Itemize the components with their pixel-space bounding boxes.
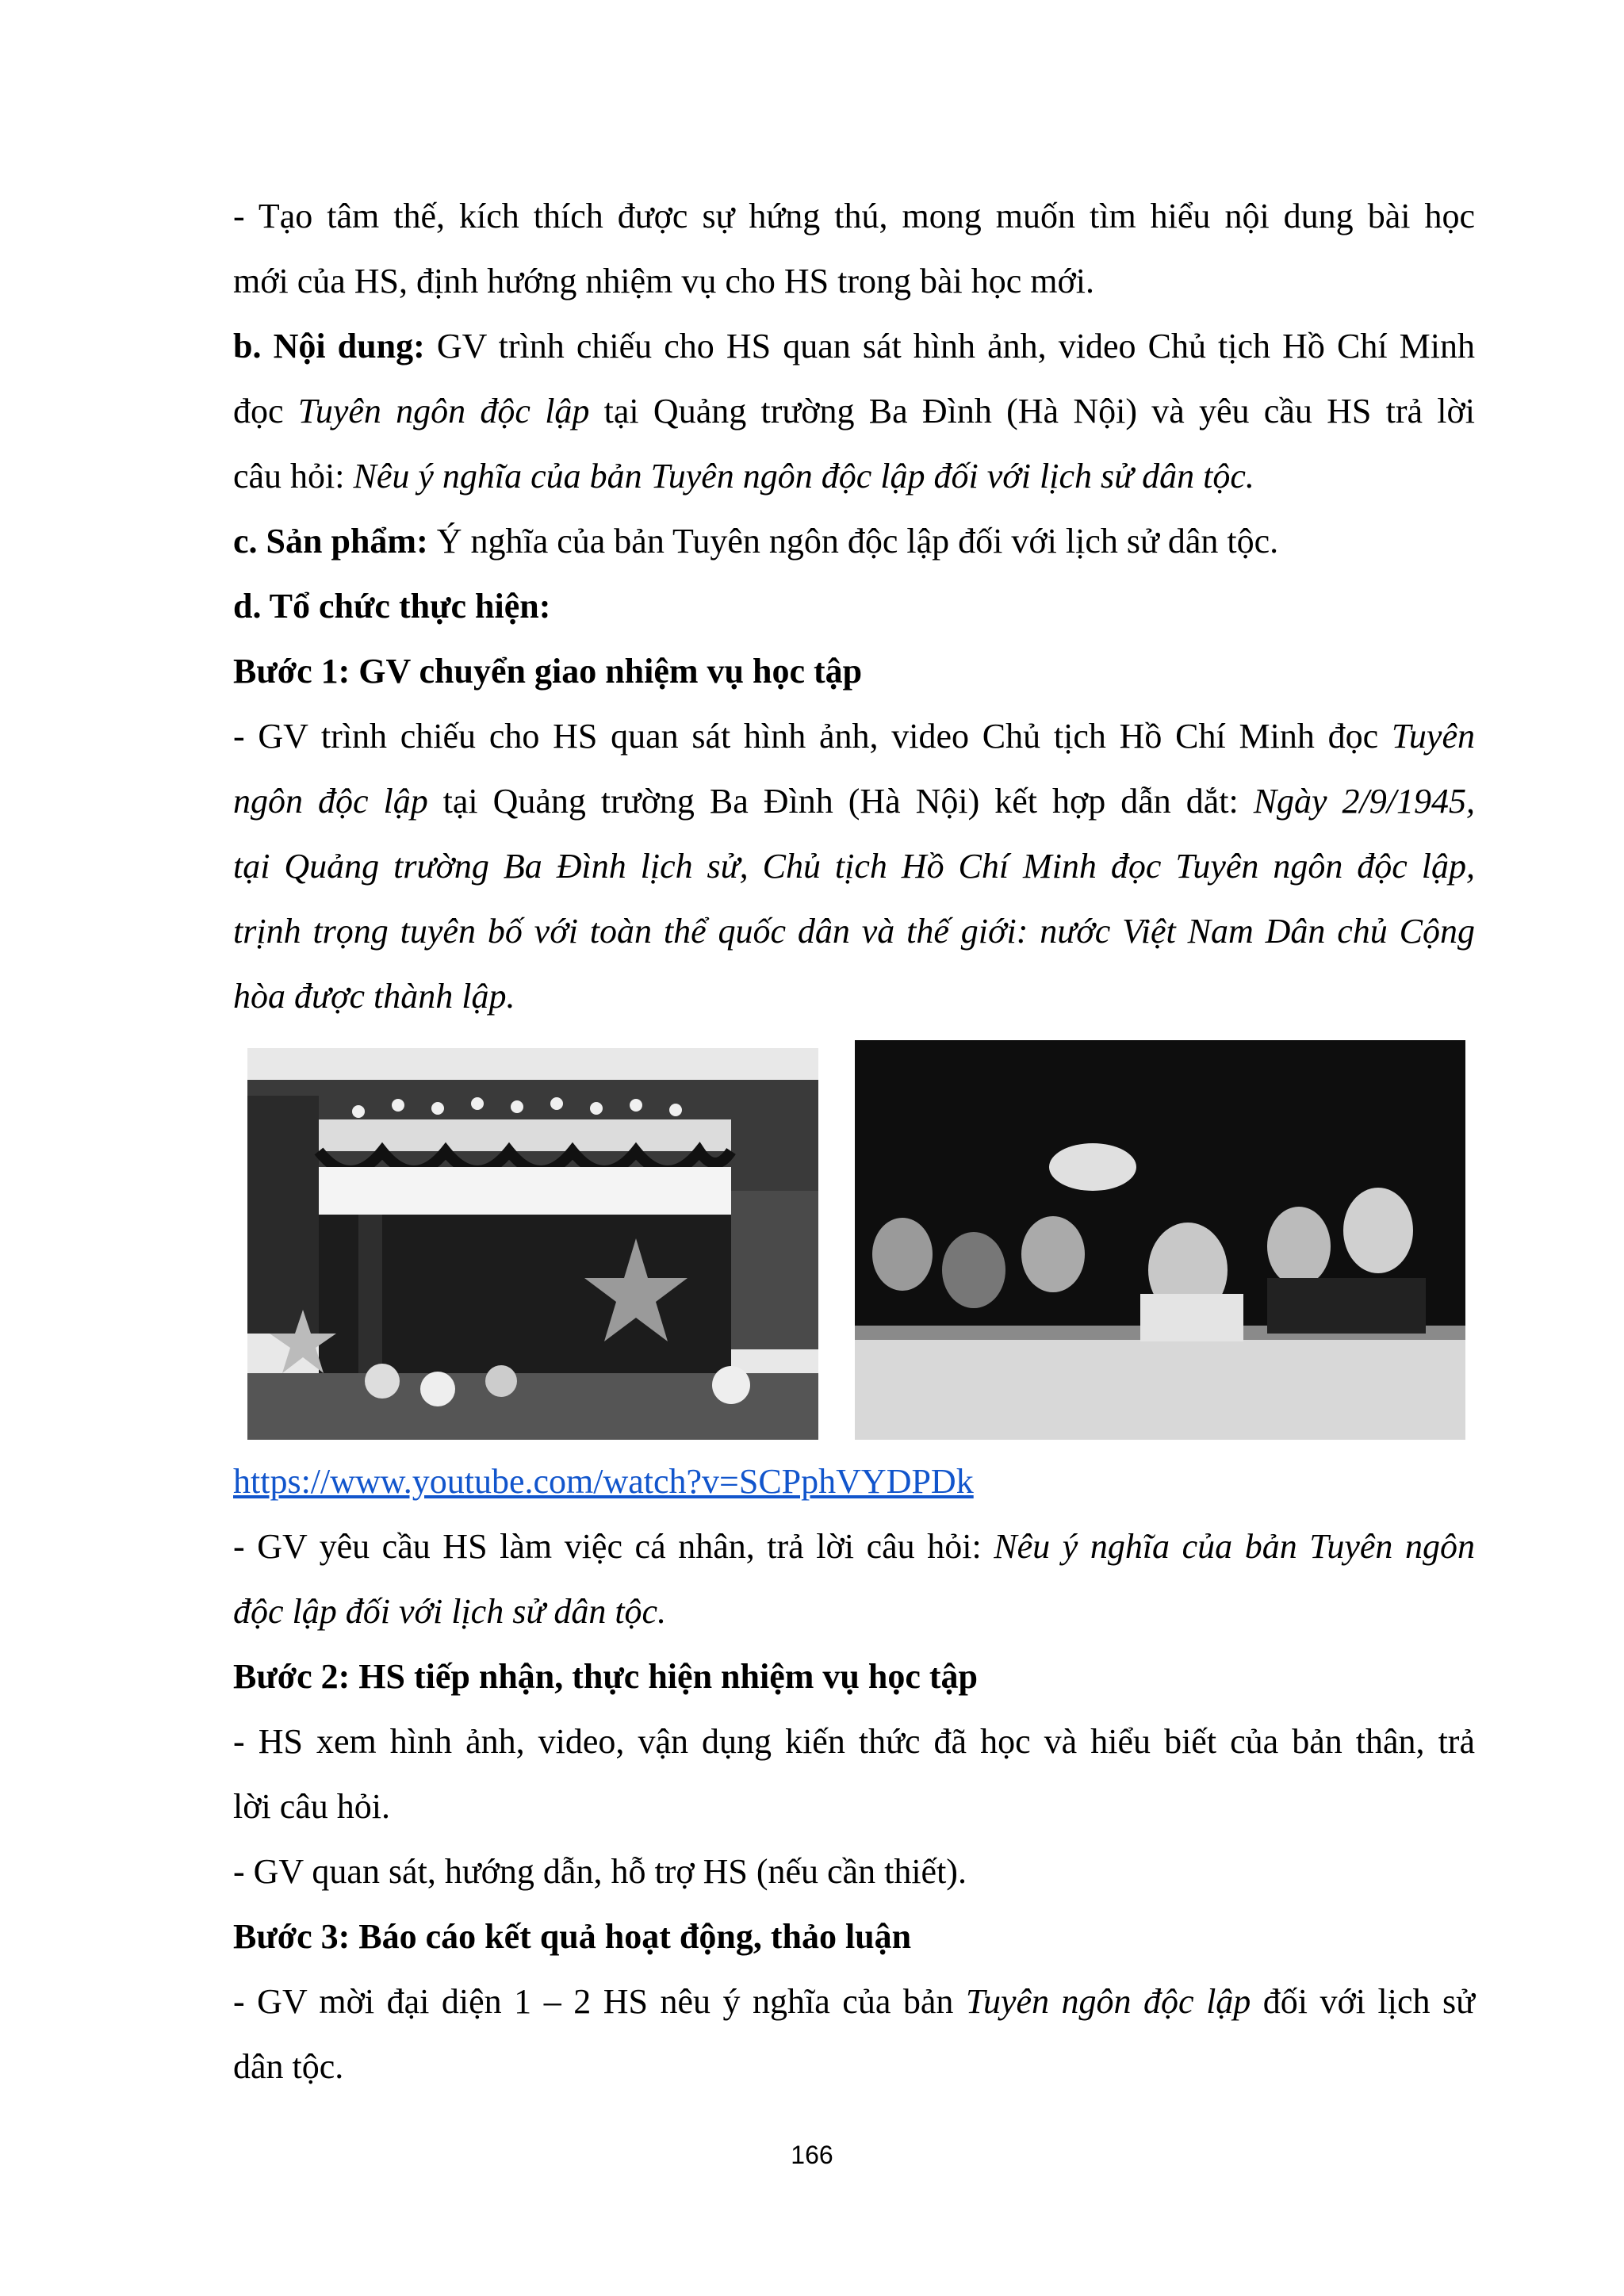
para-line: tại Quảng trường Ba Đình lịch sử, Chủ tịch Hồ Chí Minh đọc Tuyên ngôn độc lập,: [233, 847, 1475, 886]
product-line: c. Sản phẩm: Ý nghĩa của bản Tuyên ngôn độc lập đối với lịch sử dân tộc.: [233, 522, 1279, 561]
content-line: câu hỏi: Nêu ý nghĩa của bản Tuyên ngôn độc lập đối với lịch sử dân tộc.: [233, 457, 1254, 496]
step-2-heading: Bước 2: HS tiếp nhận, thực hiện nhiệm vụ học tập: [233, 1657, 978, 1696]
page-number: 166: [791, 2141, 833, 2169]
para-line: - Tạo tâm thế, kích thích được sự hứng thú, mong muốn tìm hiểu nội dung bài học: [233, 197, 1475, 235]
para-line: hòa được thành lập.: [233, 977, 515, 1016]
para-line: trịnh trọng tuyên bố với toàn thể quốc dân và thế giới: nước Việt Nam Dân chủ Cộng: [233, 912, 1475, 951]
para-line: - GV yêu cầu HS làm việc cá nhân, trả lời câu hỏi: Nêu ý nghĩa của bản Tuyên ngôn: [233, 1527, 1475, 1566]
para-line: - GV quan sát, hướng dẫn, hỗ trợ HS (nếu cần thiết).: [233, 1852, 967, 1891]
content-label: b. Nội dung:: [233, 327, 425, 365]
para-line: mới của HS, định hướng nhiệm vụ cho HS trong bài học mới.: [233, 262, 1094, 300]
para-line: độc lập đối với lịch sử dân tộc.: [233, 1592, 667, 1631]
para-line: ngôn độc lập tại Quảng trường Ba Đình (Hà Nội) kết hợp dẫn dắt: Ngày 2/9/1945,: [233, 782, 1475, 821]
content-line: b. Nội dung: GV trình chiếu cho HS quan sát hình ảnh, video Chủ tịch Hồ Chí Minh: [233, 327, 1475, 365]
content-line: đọc Tuyên ngôn độc lập tại Quảng trường Ba Đình (Hà Nội) và yêu cầu HS trả lời: [233, 392, 1476, 430]
product-label: c. Sản phẩm:: [233, 522, 428, 561]
step-3-heading: Bước 3: Báo cáo kết quả hoạt động, thảo luận: [233, 1917, 912, 1956]
para-line: dân tộc.: [233, 2047, 344, 2086]
section-heading: d. Tổ chức thực hiện:: [233, 587, 551, 626]
step-1-heading: Bước 1: GV chuyển giao nhiệm vụ học tập: [233, 652, 863, 691]
ba-dinh-rostrum-photo: [247, 1048, 818, 1440]
para-line: lời câu hỏi.: [233, 1787, 390, 1826]
video-link[interactable]: https://www.youtube.com/watch?v=SCPphVYDPDk: [233, 1462, 974, 1501]
para-line: - GV mời đại diện 1 – 2 HS nêu ý nghĩa của bản Tuyên ngôn độc lập đối với lịch sử: [233, 1982, 1476, 2021]
para-line: - HS xem hình ảnh, video, vận dụng kiến thức đã học và hiểu biết của bản thân, trả: [233, 1722, 1475, 1761]
ho-chi-minh-waving-photo: [855, 1040, 1465, 1440]
para-line: - GV trình chiếu cho HS quan sát hình ảnh, video Chủ tịch Hồ Chí Minh đọc Tuyên: [233, 717, 1475, 756]
